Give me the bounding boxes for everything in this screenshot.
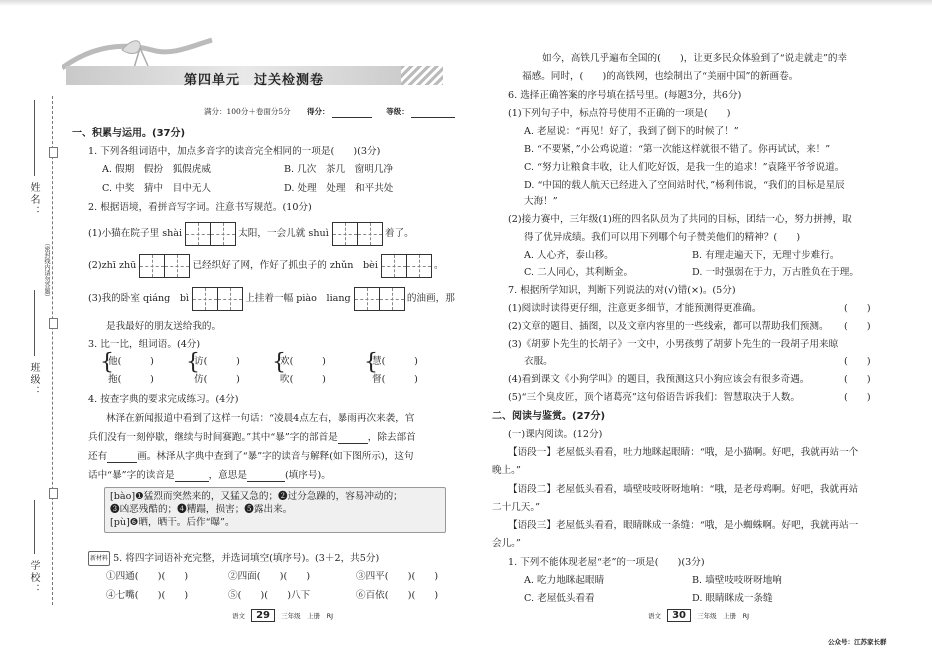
q6-2-option-b[interactable]: B. 有理走遍天下，无理寸步难行。 [692, 250, 840, 261]
q4-stem: 4. 按查字典的要求完成练习。(4分) [88, 394, 239, 405]
gloss-line-3: [pù]❻晒，晒干。后作“曝”。 [110, 517, 235, 528]
q8-option-c[interactable]: C. 老屋低头看看 [524, 593, 595, 604]
q2-1-boxes-a[interactable] [185, 228, 235, 239]
q6-2-option-d[interactable]: D. 一时强弱在于力，万古胜负在于理。 [692, 267, 859, 278]
side-school-field[interactable] [34, 500, 35, 554]
q4-para-4a: 话中“暴”字的读音是 [88, 470, 175, 481]
top-shadow [0, 0, 932, 6]
q5-item-5[interactable]: ⑤( )( )八下 [228, 590, 311, 601]
q5-passage-line-1: 如今，高铁几乎遍布全国的( )，让更多民众体验到了“说走就走”的幸 [542, 53, 848, 64]
q5-item-6[interactable]: ⑥百依( )( ) [356, 590, 439, 601]
grade-label: 等级： [386, 107, 409, 116]
page-title: 第四单元 过关检测卷 [184, 73, 325, 88]
q4-para-2b: ，除去部首 [367, 432, 416, 443]
q3-stem: 3. 比一比，组词语。(4分) [88, 339, 201, 350]
q3-pair-4-bottom[interactable]: 督( ) [372, 374, 418, 385]
section-2-heading: 二、阅读与鉴赏。(27分) [492, 411, 606, 422]
side-name-label: 姓名： [28, 182, 39, 218]
right-page-number: 30 [667, 609, 691, 622]
q4-blank-radical[interactable] [338, 443, 368, 444]
q3-brace-1: { [100, 350, 114, 375]
dictionary-gloss-box [104, 487, 446, 533]
score-total: 满分：100分＋卷面分5分 [204, 107, 291, 116]
binding-strip [0, 0, 60, 665]
q5-passage-line-2: 福感。同时，( )的高铁网，也绘制出了“美丽中国”的新画卷。 [522, 71, 799, 82]
new-material-badge: 新材料 [88, 551, 110, 566]
q2-1-text-c: 着了。 [384, 228, 414, 239]
left-footer [232, 609, 333, 622]
q7-4-answer[interactable]: ( ) [844, 374, 871, 385]
q2-3-boxes-a[interactable] [192, 293, 242, 304]
q3-pair-2-top[interactable]: 访( ) [194, 356, 240, 367]
q2-sentence-1 [88, 221, 414, 247]
q6-1-option-d[interactable]: D. “中国的载人航天已经进入了空间站时代，”杨利伟说，“我们的目标是星辰 [524, 180, 845, 191]
q7-3-answer[interactable]: ( ) [844, 356, 871, 367]
q8-option-b[interactable]: B. 墙壁吱吱呀呀地响 [692, 575, 782, 586]
q4-para-4c: (填序号)。 [284, 470, 331, 481]
q2-3-boxes-b[interactable] [354, 293, 404, 304]
passage-3-line-1: 【语段三】老屋低头看看，眼睛眯成一条缝：“哦，是小蜘蛛啊。好吧，我就再站一 [508, 520, 859, 531]
q4-para-1: 林泽在新闻报道中看到了这样一句话：“凌晨4点左右，暴雨再次来袭，官 [106, 413, 415, 424]
q2-3-text-c: 的油画，那 [406, 293, 455, 304]
subsection-1-heading: (一)课内阅读。(12分) [508, 429, 603, 440]
q6-1-option-b[interactable]: B. “不要紧，”小公鸡说道：“第一次能这样就很不错了。你再试试，来！” [524, 144, 831, 155]
passage-1-line-1: 【语段一】老屋低头看看，吐力地眯起眼睛：“哦，是小猫啊。好吧，我就再站一个 [508, 447, 859, 458]
q7-3-cont: 衣服。 [524, 356, 553, 367]
q5-item-4[interactable]: ④七嘴( )( ) [106, 590, 189, 601]
q6-2-stem: (2)接力赛中，三年级(1)班的四名队员为了共同的目标，团结一心，努力拼搏，取 [508, 214, 852, 225]
q3-pair-3-bottom[interactable]: 吹( ) [280, 374, 326, 385]
q2-2-text-a: (2)zhī zhū [88, 260, 137, 271]
q1-option-d[interactable]: D. 处理 处理 和平共处 [284, 183, 394, 194]
passage-2-line-1: 【语段二】老屋低头看看，墙壁吱吱呀呀地响：“哦，是老母鸡啊。好吧，我就再站 [508, 484, 859, 495]
q4-blank-pinyin[interactable] [175, 481, 209, 482]
gloss-line-1: [bào]❶猛烈而突然来的，又猛又急的；❷过分急躁的，容易冲动的； [110, 491, 403, 502]
q7-1: (1)阅读时读得更仔细，注意更多细节，才能预测得更准确。 [508, 303, 762, 314]
q2-3-text-a: (3)我的卧室 qiáng bì [88, 293, 190, 304]
binder-mark-top [49, 147, 58, 158]
passage-2-line-2: 二十几天。” [492, 502, 541, 513]
q5-stem [88, 551, 379, 566]
q3-brace-2: { [186, 350, 200, 375]
q5-item-1[interactable]: ①四通( )( ) [106, 571, 189, 582]
q3-pair-4-top[interactable]: 慧( ) [372, 356, 418, 367]
q3-brace-3: { [272, 350, 286, 375]
q4-para-4 [88, 469, 331, 482]
q8-option-d[interactable]: D. 眼睛眯成一条缝 [692, 593, 773, 604]
q4-para-3 [88, 450, 414, 463]
q4-blank-strokes[interactable] [107, 462, 137, 463]
gloss-line-2: ❸凶恶残酷的；❹糟蹋，损害；❺露出来。 [110, 504, 293, 515]
side-school-label: 学校： [28, 560, 39, 596]
grade-field[interactable] [411, 117, 455, 118]
binder-mark-bottom [49, 488, 58, 499]
q3-pair-1-bottom[interactable]: 拖( ) [108, 374, 154, 385]
q4-blank-meaning[interactable] [247, 481, 285, 482]
q6-1-option-c[interactable]: C. “努力让粮食丰收，让人们吃好饭，是我一生的追求！”袁隆平爷爷说道。 [524, 162, 845, 173]
q2-1-text-a: (1)小猫在院子里 shài [88, 228, 183, 239]
side-seal-note: （密封线内请勿答题） [43, 240, 50, 300]
q7-stem: 7. 根据所学知识，判断下列说法的对(√)错(×)。(5分) [508, 285, 736, 296]
q2-2-boxes-a[interactable] [139, 260, 189, 271]
q7-2: (2)文章的题目、插图，以及文章内容里的一些线索，都可以帮助我们预测。 [508, 321, 829, 332]
side-name-field[interactable] [34, 100, 35, 176]
q3-pair-2-bottom[interactable]: 仿( ) [194, 374, 240, 385]
q7-3: (3)《胡萝卜先生的长胡子》一文中，小男孩剪了胡萝卜先生的一段胡子用来晾 [508, 339, 839, 350]
q6-1-option-a[interactable]: A. 老屋说：“再见！好了，我到了倒下的时候了！” [524, 126, 739, 137]
binder-mark-middle [49, 318, 58, 329]
q7-1-answer[interactable]: ( ) [844, 303, 871, 314]
right-footer [648, 609, 749, 622]
left-footer-subject: 语文 [232, 612, 245, 620]
q8-option-a[interactable]: A. 吃力地眯起眼睛 [524, 575, 605, 586]
q1-option-b[interactable]: B. 几次 茶几 窗明几净 [284, 164, 394, 175]
q8-stem: 1. 下列不能体现老屋“老”的一项是( )(3分) [508, 557, 705, 568]
banner-stripes [401, 66, 443, 85]
q1-stem: 1. 下列各组词语中，加点多音字的读音完全相同的一项是( )(3分) [88, 146, 381, 157]
q2-2-text-b: 已经织好了网，作好了抓虫子的 zhǔn bèi [192, 260, 378, 271]
wechat-watermark: 公众号：江苏家长群 [828, 638, 887, 646]
passage-1-line-2: 晚上。” [492, 465, 521, 476]
section-1-heading: 一、积累与运用。(37分) [72, 128, 186, 139]
q3-brace-4: { [364, 350, 378, 375]
q6-2-option-c[interactable]: C. 二人同心，其利断金。 [524, 267, 634, 278]
q7-5-answer[interactable]: ( ) [844, 392, 871, 403]
right-footer-subject: 语文 [648, 612, 661, 620]
q2-3-text-b: 上挂着一幅 piào liang [245, 293, 351, 304]
q7-2-answer[interactable]: ( ) [844, 321, 871, 332]
seal-line [52, 96, 53, 605]
q2-1-text-b: 太阳，一会儿就 shuì [238, 228, 329, 239]
q2-stem: 2. 根据语境，看拼音写字词。注意书写规范。(10分) [88, 202, 312, 213]
q6-2-stem-cont: 得了优异成绩。我们可以用下列哪个句子赞美他们的精神？( ) [524, 232, 801, 243]
left-page-number: 29 [251, 609, 275, 622]
q2-sentence-3 [88, 286, 455, 312]
q3-pair-1-top[interactable]: 他( ) [108, 356, 154, 367]
right-footer-grade: 三年级 上册 RJ [697, 612, 750, 620]
score-info [204, 105, 455, 118]
q4-para-3b: 画。林泽从字典中查到了“暴”字的读音与解释(如下图所示)，这句 [137, 451, 414, 462]
q3-pair-3-top[interactable]: 欢( ) [280, 356, 326, 367]
q2-2-boxes-b[interactable] [381, 260, 431, 271]
side-class-field[interactable] [34, 290, 35, 356]
q6-1-option-d-cont: 大海！” [524, 196, 558, 207]
q7-5: (5)“三个臭皮匠，顶个诸葛亮”这句俗语告诉我们：智慧取决于人数。 [508, 392, 801, 403]
q6-1-stem: (1)下列句子中，标点符号使用不正确的一项是( ) [508, 108, 731, 119]
q6-2-option-a[interactable]: A. 人心齐，泰山移。 [524, 250, 614, 261]
q4-para-3a: 还有 [88, 451, 108, 462]
q5-item-2[interactable]: ②四面( )( ) [228, 571, 311, 582]
q5-item-3[interactable]: ③四平( )( ) [356, 571, 439, 582]
q2-1-boxes-b[interactable] [332, 228, 382, 239]
q6-stem: 6. 选择正确答案的序号填在括号里。(每题3分，共6分) [508, 90, 742, 101]
side-class-label: 班级： [28, 362, 39, 398]
q7-4: (4)看到课文《小狗学叫》的题目，我预测这只小狗应该会有很多奇遇。 [508, 374, 810, 385]
q2-sentence-2 [88, 253, 444, 279]
q1-option-a[interactable]: A. 假期 假扮 狐假虎威 [102, 164, 211, 175]
q4-para-2a: 兵们没有一刻停歇，继续与时间赛跑。”其中“暴”字的部首是 [88, 432, 338, 443]
score-field[interactable] [332, 117, 372, 118]
q4-para-4b: ，意思是 [208, 470, 247, 481]
score-label: 得分： [306, 107, 330, 116]
q2-sentence-3-cont: 是我最好的朋友送给我的。 [106, 321, 222, 332]
q4-para-2 [88, 431, 416, 444]
q2-2-text-c: 。 [434, 260, 444, 271]
passage-3-line-2: 会儿。” [492, 538, 521, 549]
left-footer-grade: 三年级 上册 RJ [281, 612, 334, 620]
q5-text: 5. 将四字词语补充完整，并选词填空(填序号)。(3＋2，共5分) [113, 553, 380, 564]
q1-option-c[interactable]: C. 中奖 猜中 目中无人 [102, 183, 212, 194]
